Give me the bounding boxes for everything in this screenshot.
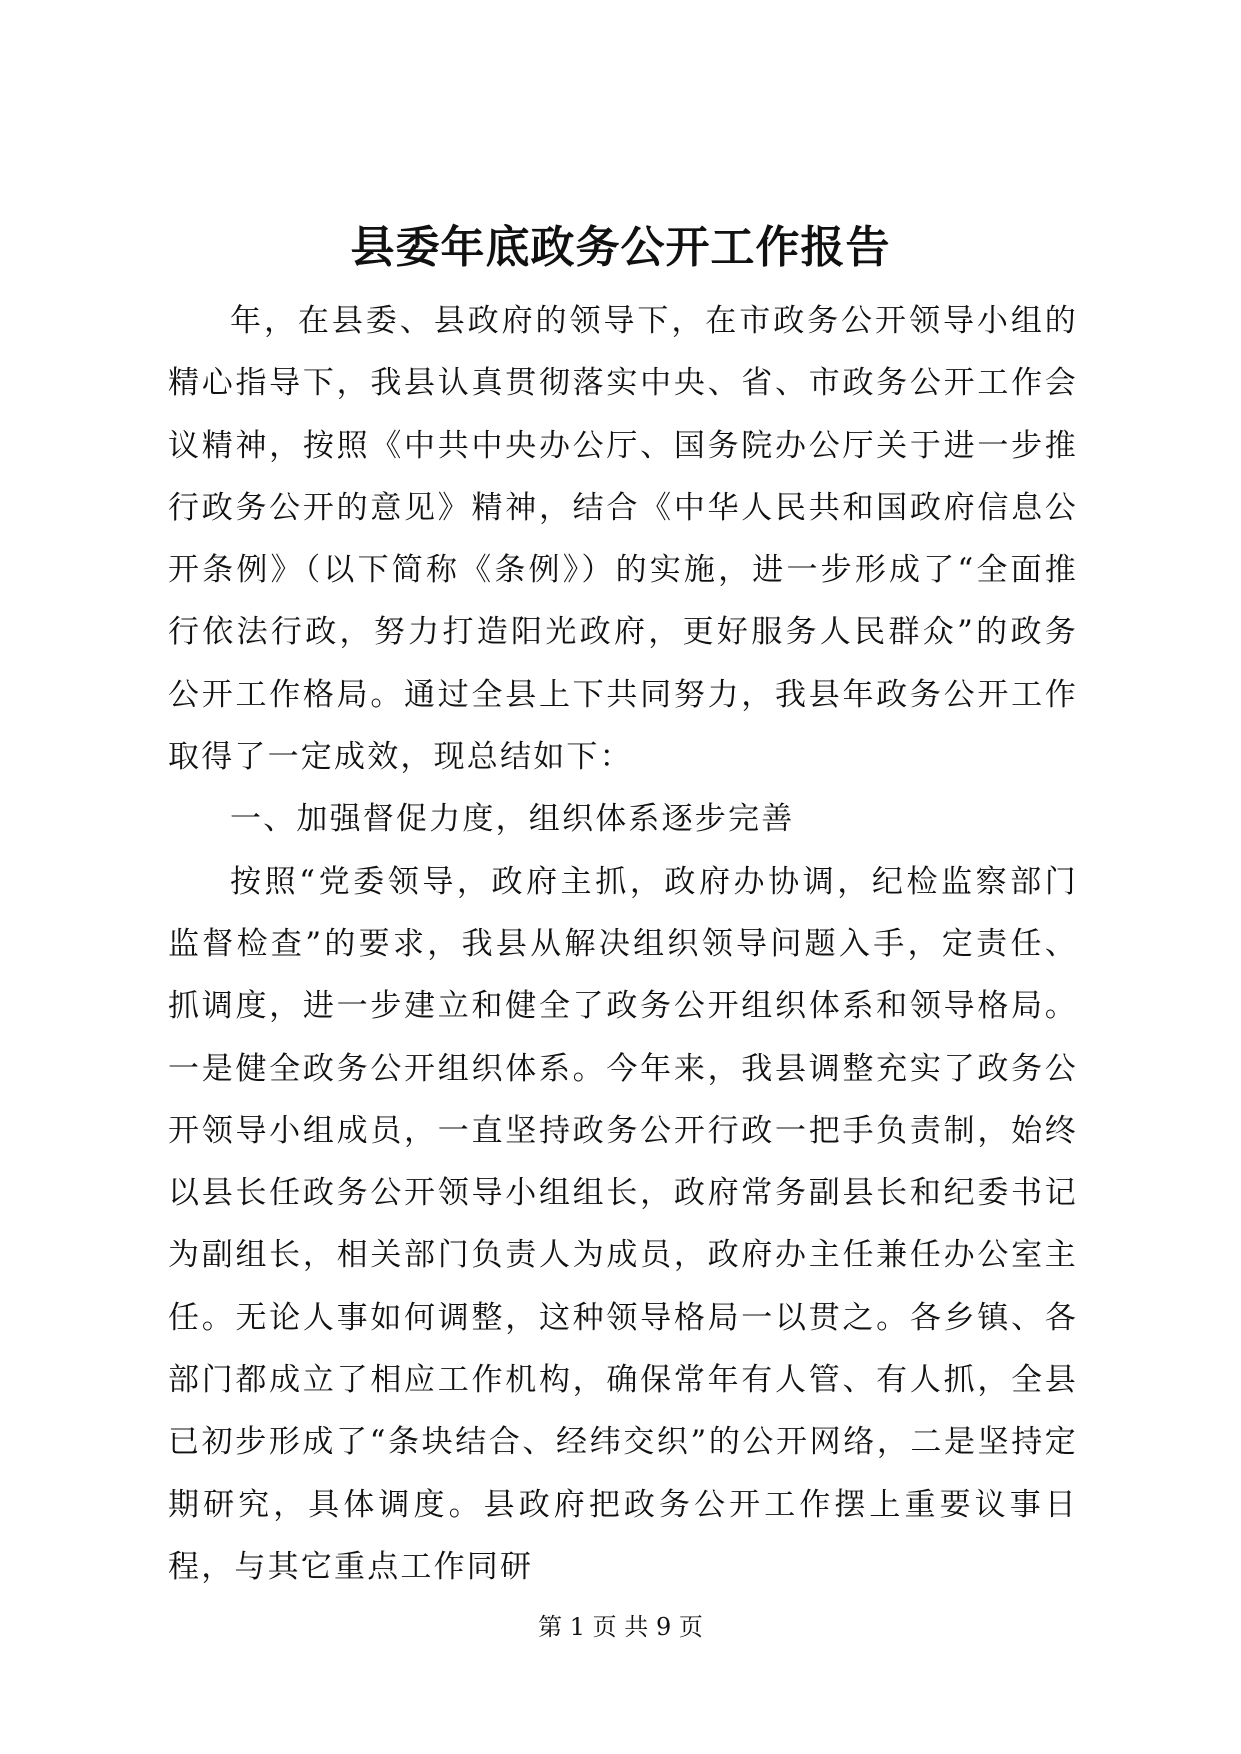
document-body xyxy=(168,290,1078,1598)
page-number-footer: 第 1 页 共 9 页 xyxy=(538,1613,703,1641)
section-1-paragraph: 按照“党委领导，政府主抓，政府办协调，纪检监察部门监督检查”的要求，我县从解决组织领导问题入手，定责任、抓调度，进一步建立和健全了政务公开组织体系和领导格局。一是健全政务公开组织体系。今年来，我县调整充实了政务公开领导小组成员，一直坚持政务公开行政一把手负责制，始终以县长任政务公开领导小组组长，政府常务副县长和纪委书记为副组长，相关部门负责人为成员，政府办主任兼任办公室主任。无论人事如何调整，这种领导格局一以贯之。各乡镇、各部门都成立了相应工作机构，确保常年有人管、有人抓，全县已初步形成了“条块结合、经纬交织”的公开网络，二是坚持定期研究，具体调度。县政府把政务公开工作摆上重要议事日程，与其它重点工作同研 xyxy=(168,863,1078,1585)
intro-paragraph: 年，在县委、县政府的领导下，在市政务公开领导小组的精心指导下，我县认真贯彻落实中央、省、市政务公开工作会议精神，按照《中共中央办公厅、国务院办公厅关于进一步推行政务公开的意见》精神，结合《中华人民共和国政府信息公开条例》（以下简称《条例》）的实施，进一步形成了“全面推行依法行政，努力打造阳光政府，更好服务人民群众”的政务公开工作格局。通过全县上下共同努力，我县年政务公开工作取得了一定成效，现总结如下： xyxy=(168,303,1078,776)
document-title: 县委年底政务公开工作报告 xyxy=(350,222,891,273)
section-heading-1: 一、加强督促力度，组织体系逐步完善 xyxy=(230,801,795,838)
